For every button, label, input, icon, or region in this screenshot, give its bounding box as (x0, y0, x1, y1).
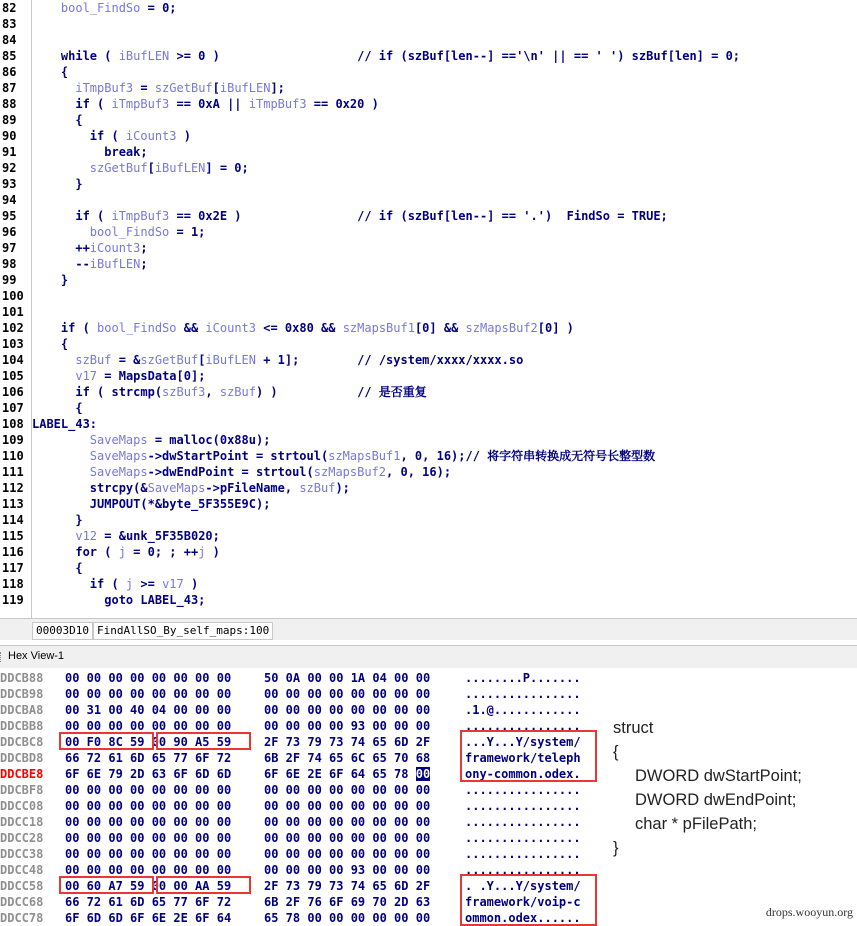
line-number: 115 (2, 529, 24, 543)
code-text: { (32, 65, 69, 79)
line-number: 111 (2, 465, 24, 479)
hex-bytes-high: 50 0A 00 00 1A 04 00 00 (264, 671, 431, 685)
hex-ascii: framework/voip-c (465, 895, 581, 909)
code-text: } (32, 177, 83, 191)
hex-address: DDCC38 (0, 847, 44, 861)
line-number: 86 (2, 65, 17, 79)
line-number: 107 (2, 401, 24, 415)
hex-bytes-low: 6F 6E 79 2D 63 6F 6D 6D (65, 767, 232, 781)
code-text: strcpy(&SaveMaps->pFileName, szBuf); (32, 481, 350, 495)
code-text: bool_FindSo = 0; (60, 1, 177, 15)
code-text: { (32, 113, 83, 127)
hex-cursor[interactable]: 00 (415, 767, 431, 781)
struct-annotation (613, 716, 802, 884)
hex-bytes-low: 00 00 00 00 00 00 00 00 (65, 671, 232, 685)
line-number: 118 (2, 577, 24, 591)
code-text: LABEL_43: (32, 417, 98, 431)
hex-bytes-low: 00 31 00 40 04 00 00 00 (65, 703, 232, 717)
hex-bytes-low: 00 60 A7 59 00 00 AA 59 (65, 879, 232, 893)
line-number: 103 (2, 337, 24, 351)
hex-bytes-high: 00 00 00 00 00 00 00 00 (264, 799, 431, 813)
code-text: if ( iTmpBuf3 == 0xA || iTmpBuf3 == 0x20 ) (32, 97, 379, 111)
hex-bytes-low: 00 00 00 00 00 00 00 00 (65, 863, 232, 877)
hex-bytes-high: 2F 73 79 73 74 65 6D 2F (264, 735, 431, 749)
hex-address: DDCC18 (0, 815, 44, 829)
hex-bytes-high: 00 00 00 00 93 00 00 00 (264, 719, 431, 733)
hex-bytes-low: 00 00 00 00 00 00 00 00 (65, 831, 232, 845)
line-number: 89 (2, 113, 17, 127)
code-text: if ( iTmpBuf3 == 0x2E ) // if (szBuf[len--] == '.') FindSo = TRUE; (32, 209, 668, 223)
line-number: 104 (2, 353, 24, 367)
hex-bytes-low: 66 72 61 6D 65 77 6F 72 (65, 751, 232, 765)
line-number: 95 (2, 209, 17, 223)
hex-bytes-high: 00 00 00 00 93 00 00 00 (264, 863, 431, 877)
hex-address: DDCBE8 (0, 767, 44, 781)
hex-ascii: ommon.odex...... (465, 911, 581, 922)
hex-bytes-low: 00 00 00 00 00 00 00 00 (65, 847, 232, 861)
hex-ascii: ................ (465, 719, 581, 733)
hex-address: DDCBB8 (0, 719, 44, 733)
hex-bytes-high: 6B 2F 76 6F 69 70 2D 63 (264, 895, 431, 909)
hex-bytes-high: 00 00 00 00 00 00 00 00 (264, 815, 431, 829)
line-number: 88 (2, 97, 17, 111)
line-number: 93 (2, 177, 17, 191)
code-text: v12 = &unk_5F35B020; (75, 529, 220, 543)
hex-bytes-low: 00 00 00 00 00 00 00 00 (65, 815, 232, 829)
line-number: 108 (2, 417, 24, 431)
line-number: 113 (2, 497, 24, 511)
hex-ascii: ................ (465, 687, 581, 701)
code-status-bar (0, 618, 857, 640)
line-number: 119 (2, 593, 24, 607)
line-number: 117 (2, 561, 24, 575)
hex-address: DDCBD8 (0, 751, 44, 765)
code-text: bool_FindSo = 1; (89, 225, 206, 239)
struct-field-end: DWORD dwEndPoint; (635, 791, 797, 809)
code-text: } (32, 513, 83, 527)
line-number: 100 (2, 289, 24, 303)
hex-ascii: ................ (465, 863, 581, 877)
code-text: SaveMaps->dwEndPoint = strtoul(szMapsBuf2, 0, 16); (89, 465, 452, 479)
line-number: 92 (2, 161, 17, 175)
hex-ascii: ................ (465, 783, 581, 797)
code-text: { (32, 561, 83, 575)
watermark: drops.wooyun.org (765, 905, 853, 919)
code-text: for ( j = 0; ; ++j ) (32, 545, 220, 559)
hex-bytes-high: 00 00 00 00 00 00 00 00 (264, 703, 431, 717)
struct-field-path: char * pFilePath; (635, 815, 757, 833)
code-text: v17 = MapsData[0]; (75, 369, 206, 383)
line-number: 82 (2, 1, 17, 15)
line-number: 110 (2, 449, 24, 463)
code-text: szGetBuf[iBufLEN] = 0; (89, 161, 249, 175)
code-text: szBuf = &szGetBuf[iBufLEN + 1]; // /system/xxxx/xxxx.so (75, 353, 524, 367)
hex-address: DDCC68 (0, 895, 44, 909)
hex-bytes-high: 00 00 00 00 00 00 00 00 (264, 783, 431, 797)
line-number: 96 (2, 225, 17, 239)
hex-ascii: . .Y...Y/system/ (465, 879, 581, 893)
struct-keyword: struct (613, 719, 654, 737)
hex-bytes-high: 6F 6E 2E 6F 64 65 78 00 (264, 767, 431, 781)
hex-bytes-high: 00 00 00 00 00 00 00 00 (264, 687, 431, 701)
line-number: 98 (2, 257, 17, 271)
struct-close-brace: } (613, 839, 619, 857)
code-text: if ( bool_FindSo && iCount3 <= 0x80 && szMapsBuf1[0] && szMapsBuf2[0] ) (32, 321, 574, 335)
code-text: ++iCount3; (32, 241, 148, 255)
hex-ascii: ...Y...Y/system/ (465, 735, 581, 749)
line-number: 116 (2, 545, 24, 559)
hex-address: DDCB88 (0, 671, 44, 685)
line-number: 114 (2, 513, 24, 527)
hex-ascii: ................ (465, 831, 581, 845)
line-number: 109 (2, 433, 24, 447)
line-number: 90 (2, 129, 17, 143)
code-text: --iBufLEN; (32, 257, 148, 271)
hex-bytes-low: 66 72 61 6D 65 77 6F 72 (65, 895, 232, 909)
status-location: FindAllSO_By_self_maps:100 (93, 622, 273, 640)
hex-ascii: framework/teleph (465, 751, 581, 765)
line-number: 97 (2, 241, 17, 255)
code-text: goto LABEL_43; (32, 593, 206, 607)
code-text: { (32, 401, 83, 415)
hex-bytes-high: 65 78 00 00 00 00 00 00 (264, 911, 431, 922)
hex-ascii: ony-common.odex. (465, 767, 581, 781)
line-number: 84 (2, 33, 17, 47)
line-number: 83 (2, 17, 17, 31)
hex-bytes-high: 6B 2F 74 65 6C 65 70 68 (264, 751, 431, 765)
code-text: if ( j >= v17 ) (32, 577, 199, 591)
hex-ascii: ................ (465, 847, 581, 861)
hex-bytes-high: 00 00 00 00 00 00 00 00 (264, 831, 431, 845)
code-text: SaveMaps->dwStartPoint = strtoul(szMapsBuf1, 0, 16);// 将字符串转换成无符号长整型数 (89, 449, 656, 463)
hex-bytes-low: 00 00 00 00 00 00 00 00 (65, 687, 232, 701)
hex-address: DDCC78 (0, 911, 44, 922)
hex-ascii: ........P....... (465, 671, 581, 685)
hex-ascii: .1.@............ (465, 703, 581, 717)
code-text: if ( strcmp(szBuf3, szBuf) ) // 是否重复 (32, 385, 427, 399)
hex-bytes-high: 2F 73 79 73 74 65 6D 2F (264, 879, 431, 893)
hex-address: DDCC08 (0, 799, 44, 813)
struct-open-brace: { (613, 743, 619, 761)
hex-view-title: Hex View-1 (8, 650, 65, 662)
hex-bytes-low: 00 00 00 00 00 00 00 00 (65, 799, 232, 813)
line-number: 112 (2, 481, 24, 495)
hex-bytes-low: 00 00 00 00 00 00 00 00 (65, 783, 232, 797)
code-text: { (32, 337, 69, 351)
code-text: JUMPOUT(*&byte_5F355E9C); (32, 497, 271, 511)
line-number: 102 (2, 321, 24, 335)
code-text: } (32, 273, 69, 287)
line-number: 106 (2, 385, 24, 399)
drag-grip-icon[interactable] (0, 652, 4, 662)
line-number: 91 (2, 145, 17, 159)
code-text: iTmpBuf3 = szGetBuf[iBufLEN]; (75, 81, 285, 95)
hex-address: DDCBC8 (0, 735, 44, 749)
hex-address: DDCC48 (0, 863, 44, 877)
line-number: 87 (2, 81, 17, 95)
line-number: 99 (2, 273, 17, 287)
hex-address: DDCB98 (0, 687, 44, 701)
struct-field-start: DWORD dwStartPoint; (635, 767, 802, 785)
code-text: while ( iBufLEN >= 0 ) // if (szBuf[len--] =='\n' || == ' ') szBuf[len] = 0; (32, 49, 741, 63)
hex-bytes-low: 6F 6D 6D 6F 6E 2E 6F 64 (65, 911, 232, 922)
hex-address: DDCBF8 (0, 783, 44, 797)
code-text: break; (32, 145, 148, 159)
hex-bytes-low: 00 00 00 00 00 00 00 00 (65, 719, 232, 733)
hex-view-header (0, 645, 857, 669)
hex-ascii: ................ (465, 815, 581, 829)
hex-bytes-low: 00 F0 8C 59 00 90 A5 59 (65, 735, 232, 749)
line-number: 85 (2, 49, 17, 63)
code-text: if ( iCount3 ) (32, 129, 191, 143)
status-offset: 00003D10 (32, 622, 93, 640)
line-number: 105 (2, 369, 24, 383)
hex-address: DDCBA8 (0, 703, 44, 717)
line-number: 101 (2, 305, 24, 319)
hex-bytes-high: 00 00 00 00 00 00 00 00 (264, 847, 431, 861)
hex-ascii: ................ (465, 799, 581, 813)
hex-address: DDCC28 (0, 831, 44, 845)
code-text: SaveMaps = malloc(0x88u); (89, 433, 271, 447)
hex-address: DDCC58 (0, 879, 44, 893)
line-number: 94 (2, 193, 17, 207)
